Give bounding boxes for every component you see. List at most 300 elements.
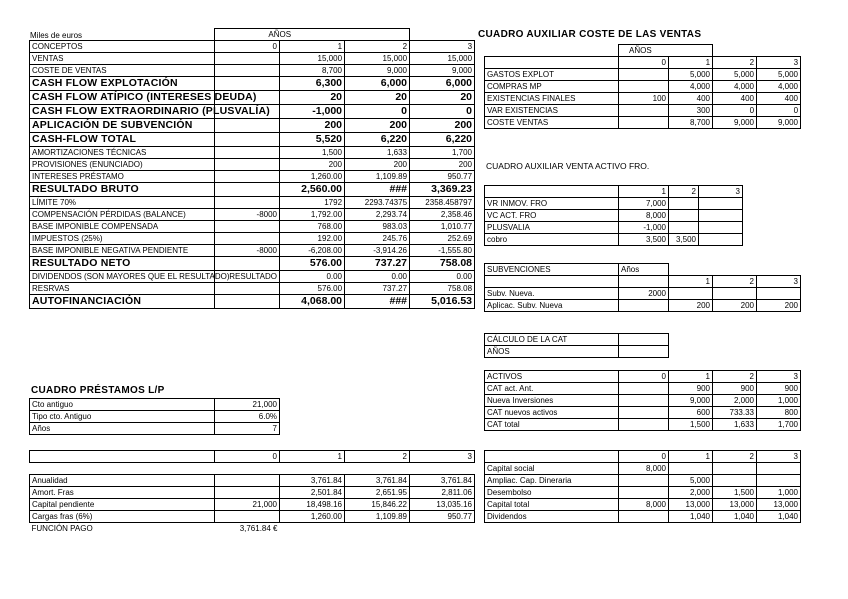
prestamo-title: CUADRO PRÉSTAMOS L/P bbox=[31, 385, 165, 396]
year-header: 2 bbox=[669, 186, 699, 198]
cell-value bbox=[699, 210, 743, 222]
cell-value: 2,501.84 bbox=[280, 487, 345, 499]
cell-value: 2293.74375 bbox=[345, 197, 410, 209]
cell-value: 200 bbox=[280, 119, 345, 133]
row-label: PLUSVALIA bbox=[485, 222, 619, 234]
venta-table bbox=[484, 185, 743, 246]
row-label: CAT act. Ant. bbox=[485, 383, 619, 395]
units-label: Miles de euros bbox=[30, 31, 83, 40]
coste-row bbox=[485, 117, 801, 129]
cell-value: 5,000 bbox=[669, 69, 713, 81]
year-header: 2 bbox=[345, 451, 410, 463]
cell-value: 300 bbox=[669, 105, 713, 117]
year-header: 1 bbox=[669, 57, 713, 69]
cell-value: 400 bbox=[713, 93, 757, 105]
cell-value bbox=[713, 463, 757, 475]
cell-value bbox=[215, 159, 280, 171]
cell-value: 1,500 bbox=[280, 147, 345, 159]
cell-value bbox=[619, 81, 669, 93]
cell-value: 15,000 bbox=[280, 53, 345, 65]
row-label: INTERESES PRÉSTAMO bbox=[30, 171, 215, 183]
main-row bbox=[30, 221, 475, 233]
main-row bbox=[30, 65, 475, 77]
year-header-row bbox=[485, 57, 801, 69]
cell-value: 758.08 bbox=[410, 257, 475, 271]
year-header: 1 bbox=[669, 276, 713, 288]
prestamo-row bbox=[30, 511, 475, 523]
funcion-pago-row bbox=[30, 523, 475, 535]
cell-value: 245.76 bbox=[345, 233, 410, 245]
main-row bbox=[30, 245, 475, 257]
cell-value: 900 bbox=[757, 383, 801, 395]
cell-value: 4,000 bbox=[713, 81, 757, 93]
cell-value: 737.27 bbox=[345, 283, 410, 295]
coste-title: CUADRO AUXILIAR COSTE DE LAS VENTAS bbox=[478, 29, 702, 40]
cell-value: 0.00 bbox=[280, 271, 345, 283]
capital-table bbox=[484, 450, 801, 523]
row-label: AMORTIZACIONES TÉCNICAS bbox=[30, 147, 215, 159]
cell-value bbox=[619, 407, 669, 419]
cell-value: 768.00 bbox=[280, 221, 345, 233]
cell-value: 1,500 bbox=[669, 419, 713, 431]
coste-row bbox=[485, 93, 801, 105]
main-row bbox=[30, 91, 475, 105]
cell-value: 200 bbox=[410, 159, 475, 171]
cell-value: 900 bbox=[669, 383, 713, 395]
cell-value: 1,109.89 bbox=[345, 171, 410, 183]
row-label: COSTE VENTAS bbox=[485, 117, 619, 129]
cell-value: 8,000 bbox=[619, 499, 669, 511]
cell-value: 1,010.77 bbox=[410, 221, 475, 233]
cell-value: 1,792.00 bbox=[280, 209, 345, 221]
row-label: PROVISIONES (ENUNCIADO) bbox=[30, 159, 215, 171]
cell-value: 2,560.00 bbox=[280, 183, 345, 197]
cell-value: 8,000 bbox=[619, 210, 669, 222]
venta-title: CUADRO AUXILIAR VENTA ACTIVO FRO. bbox=[486, 161, 650, 171]
cell-value bbox=[619, 383, 669, 395]
cell-value: -3,914.26 bbox=[345, 245, 410, 257]
row-label: LÍMITE 70% bbox=[30, 197, 215, 209]
cell-value bbox=[619, 487, 669, 499]
cell-value bbox=[619, 419, 669, 431]
cell-value bbox=[669, 210, 699, 222]
cell-value bbox=[619, 395, 669, 407]
cell-value bbox=[215, 183, 280, 197]
prestamo-row bbox=[30, 499, 475, 511]
capital-row bbox=[485, 487, 801, 499]
year-header-row bbox=[30, 451, 475, 463]
row-label: VENTAS bbox=[30, 53, 215, 65]
cell-value: 13,000 bbox=[713, 499, 757, 511]
row-label: BASE IMPONIBLE COMPENSADA bbox=[30, 221, 215, 233]
row-label: Ampliac. Cap. Dineraria bbox=[485, 475, 619, 487]
row-label: Nueva Inversiones bbox=[485, 395, 619, 407]
prestamo-param-row bbox=[30, 423, 280, 435]
cell-value: 758.08 bbox=[410, 283, 475, 295]
year-header: 3 bbox=[699, 186, 743, 198]
year-header: 1 bbox=[619, 186, 669, 198]
cell-value: 21,000 bbox=[215, 499, 280, 511]
cell-value: 4,000 bbox=[669, 81, 713, 93]
cell-value: 6,220 bbox=[410, 133, 475, 147]
cell-value: 9,000 bbox=[345, 65, 410, 77]
cell-value: 2,811.06 bbox=[410, 487, 475, 499]
cell-value bbox=[757, 288, 801, 300]
cell-value: 3,761.84 bbox=[345, 475, 410, 487]
cell-value: 2,651.95 bbox=[345, 487, 410, 499]
param-value: 6.0% bbox=[215, 411, 280, 423]
subvenciones-anos: Años bbox=[619, 264, 669, 276]
param-value: 21,000 bbox=[215, 399, 280, 411]
year-header: 3 bbox=[757, 57, 801, 69]
cell-value bbox=[215, 171, 280, 183]
cell-value bbox=[699, 198, 743, 210]
cell-value: 3,500 bbox=[619, 234, 669, 246]
cell-value: 1,040 bbox=[669, 511, 713, 523]
subv-row bbox=[485, 288, 801, 300]
cell-value: 1,260.00 bbox=[280, 511, 345, 523]
cell-value: 18,498.16 bbox=[280, 499, 345, 511]
cell-value: ### bbox=[345, 183, 410, 197]
cell-value: 200 bbox=[757, 300, 801, 312]
cell-value bbox=[619, 300, 669, 312]
cell-value: 9,000 bbox=[669, 395, 713, 407]
subvenciones-table bbox=[484, 263, 801, 312]
cell-value: 9,000 bbox=[757, 117, 801, 129]
cell-value: -1,000 bbox=[280, 105, 345, 119]
cell-value: 3,761.84 bbox=[280, 475, 345, 487]
cell-value: 733.33 bbox=[713, 407, 757, 419]
row-label: CASH-FLOW TOTAL bbox=[30, 133, 215, 147]
year-header: 1 bbox=[280, 451, 345, 463]
cell-value bbox=[713, 475, 757, 487]
cell-value bbox=[215, 53, 280, 65]
year-header: 0 bbox=[619, 371, 669, 383]
year-header: 2 bbox=[713, 371, 757, 383]
cell-value: 576.00 bbox=[280, 257, 345, 271]
main-row bbox=[30, 183, 475, 197]
row-label: VAR EXISTENCIAS bbox=[485, 105, 619, 117]
main-row bbox=[30, 133, 475, 147]
cell-value: 0 bbox=[410, 105, 475, 119]
main-row bbox=[30, 197, 475, 209]
cell-value bbox=[757, 463, 801, 475]
cell-value: 200 bbox=[280, 159, 345, 171]
cell-value: 1,040 bbox=[713, 511, 757, 523]
cell-value bbox=[215, 283, 280, 295]
row-label: CASH FLOW EXPLOTACIÓN bbox=[30, 77, 215, 91]
main-header-row bbox=[30, 29, 475, 41]
row-label: AUTOFINANCIACIÓN bbox=[30, 295, 215, 309]
venta-row bbox=[485, 198, 743, 210]
coste-row bbox=[485, 69, 801, 81]
cell-value: -1,000 bbox=[619, 222, 669, 234]
cell-value: 1,700 bbox=[410, 147, 475, 159]
cell-value: 6,220 bbox=[345, 133, 410, 147]
cat-title: CÁLCULO DE LA CAT bbox=[485, 334, 619, 346]
year-header-row bbox=[485, 451, 801, 463]
cat-anos: AÑOS bbox=[485, 346, 619, 358]
funcion-pago-value: 3,761.84 € bbox=[239, 524, 278, 533]
cell-value: 3,761.84 bbox=[410, 475, 475, 487]
cell-value: 7,000 bbox=[619, 198, 669, 210]
row-label: RESULTADO BRUTO bbox=[30, 183, 215, 197]
cell-value: 2,293.74 bbox=[345, 209, 410, 221]
cell-value bbox=[215, 221, 280, 233]
cell-value bbox=[215, 487, 280, 499]
capital-row bbox=[485, 463, 801, 475]
cell-value bbox=[215, 133, 280, 147]
prestamo-row bbox=[30, 487, 475, 499]
cat-row bbox=[485, 407, 801, 419]
cell-value bbox=[215, 119, 280, 133]
row-label: COMPENSACIÓN PÉRDIDAS (BALANCE) bbox=[30, 209, 215, 221]
cell-value: 9,000 bbox=[713, 117, 757, 129]
cell-value: 3 bbox=[410, 41, 475, 53]
cell-value: 2000 bbox=[619, 288, 669, 300]
cell-value: 1,000 bbox=[757, 395, 801, 407]
year-header-row bbox=[485, 276, 801, 288]
row-label: GASTOS EXPLOT bbox=[485, 69, 619, 81]
cell-value: 0 bbox=[215, 41, 280, 53]
cell-value: 15,846.22 bbox=[345, 499, 410, 511]
cell-value: 200 bbox=[345, 119, 410, 133]
cell-value: -8000 bbox=[215, 245, 280, 257]
row-label: RESRVAS bbox=[30, 283, 215, 295]
row-label: COSTE DE VENTAS bbox=[30, 65, 215, 77]
year-header-row bbox=[485, 186, 743, 198]
row-label: Capital pendiente bbox=[30, 499, 215, 511]
cell-value: 950.77 bbox=[410, 511, 475, 523]
row-label: VC ACT. FRO bbox=[485, 210, 619, 222]
activos-label: ACTIVOS bbox=[485, 371, 619, 383]
cell-value: 2,358.46 bbox=[410, 209, 475, 221]
cell-value: 400 bbox=[669, 93, 713, 105]
cell-value bbox=[619, 511, 669, 523]
cat-row bbox=[485, 395, 801, 407]
row-label: BASE IMPONIBLE NEGATIVA PENDIENTE bbox=[30, 245, 215, 257]
main-row bbox=[30, 209, 475, 221]
main-row bbox=[30, 77, 475, 91]
cell-value: 400 bbox=[757, 93, 801, 105]
cell-value: 2,000 bbox=[713, 395, 757, 407]
cell-value: 0.00 bbox=[410, 271, 475, 283]
cell-value: RESULTADO bbox=[215, 271, 280, 283]
cell-value bbox=[757, 475, 801, 487]
cell-value: 192.00 bbox=[280, 233, 345, 245]
main-row bbox=[30, 171, 475, 183]
cell-value: 1,040 bbox=[757, 511, 801, 523]
cell-value bbox=[669, 222, 699, 234]
cell-value: 1 bbox=[280, 41, 345, 53]
main-row bbox=[30, 233, 475, 245]
cell-value: 5,016.53 bbox=[410, 295, 475, 309]
cell-value: -1,555.80 bbox=[410, 245, 475, 257]
venta-row bbox=[485, 234, 743, 246]
coste-anos-header: AÑOS bbox=[619, 45, 713, 57]
main-row bbox=[30, 41, 475, 53]
cell-value: 3,500 bbox=[669, 234, 699, 246]
cell-value: 6,000 bbox=[410, 77, 475, 91]
cell-value: 2358.458797 bbox=[410, 197, 475, 209]
cell-value: 200 bbox=[669, 300, 713, 312]
anos-header: AÑOS bbox=[215, 29, 345, 41]
cell-value bbox=[619, 105, 669, 117]
row-label: COMPRAS MP bbox=[485, 81, 619, 93]
main-row bbox=[30, 295, 475, 309]
cell-value: 8,700 bbox=[280, 65, 345, 77]
cell-value bbox=[215, 233, 280, 245]
cell-value bbox=[669, 198, 699, 210]
cell-value bbox=[215, 197, 280, 209]
cell-value: 13,035.16 bbox=[410, 499, 475, 511]
main-row bbox=[30, 105, 475, 119]
prestamo-params-table bbox=[29, 398, 280, 435]
cell-value: 15,000 bbox=[410, 53, 475, 65]
cell-value: 200 bbox=[345, 159, 410, 171]
subv-row bbox=[485, 300, 801, 312]
cell-value: 737.27 bbox=[345, 257, 410, 271]
cell-value bbox=[215, 295, 280, 309]
cell-value bbox=[619, 69, 669, 81]
row-label: CAT nuevos activos bbox=[485, 407, 619, 419]
cell-value: ### bbox=[345, 295, 410, 309]
cell-value: 1,633 bbox=[713, 419, 757, 431]
venta-row bbox=[485, 210, 743, 222]
main-row bbox=[30, 283, 475, 295]
main-financial-table bbox=[29, 28, 475, 309]
prestamo-param-row bbox=[30, 411, 280, 423]
prestamo-table bbox=[29, 450, 475, 534]
cell-value: 20 bbox=[345, 91, 410, 105]
param-label: Tipo cto. Antiguo bbox=[30, 411, 215, 423]
cell-value: 1,260.00 bbox=[280, 171, 345, 183]
year-header: 2 bbox=[713, 451, 757, 463]
cell-value: 4,068.00 bbox=[280, 295, 345, 309]
cat-title-table bbox=[484, 333, 669, 358]
cell-value: 6,000 bbox=[345, 77, 410, 91]
main-row bbox=[30, 53, 475, 65]
cell-value: 20 bbox=[280, 91, 345, 105]
cell-value bbox=[669, 463, 713, 475]
year-header: 2 bbox=[713, 57, 757, 69]
cell-value: 2,000 bbox=[669, 487, 713, 499]
cell-value: 13,000 bbox=[757, 499, 801, 511]
row-label: Amort. Fras bbox=[30, 487, 215, 499]
main-row bbox=[30, 271, 475, 283]
cell-value: 800 bbox=[757, 407, 801, 419]
param-label: Cto antiguo bbox=[30, 399, 215, 411]
cell-value: 13,000 bbox=[669, 499, 713, 511]
row-label: RESULTADO NETO bbox=[30, 257, 215, 271]
cell-value: 983.03 bbox=[345, 221, 410, 233]
param-value: 7 bbox=[215, 423, 280, 435]
capital-row bbox=[485, 511, 801, 523]
cell-value: -8000 bbox=[215, 209, 280, 221]
row-label: Aplicac. Subv. Nueva bbox=[485, 300, 619, 312]
row-label: APLICACIÓN DE SUBVENCIÓN bbox=[30, 119, 215, 133]
cell-value: 5,000 bbox=[669, 475, 713, 487]
coste-row bbox=[485, 105, 801, 117]
cell-value: -6,208.00 bbox=[280, 245, 345, 257]
cell-value bbox=[215, 475, 280, 487]
main-row bbox=[30, 257, 475, 271]
cell-value: 8,700 bbox=[669, 117, 713, 129]
cat-row bbox=[485, 419, 801, 431]
coste-row bbox=[485, 81, 801, 93]
param-label: Años bbox=[30, 423, 215, 435]
cat-row bbox=[485, 383, 801, 395]
cell-value: 950.77 bbox=[410, 171, 475, 183]
year-header: 0 bbox=[619, 451, 669, 463]
cell-value: 0 bbox=[345, 105, 410, 119]
cell-value bbox=[669, 288, 713, 300]
row-label: CASH FLOW ATÍPICO (INTERESES DEUDA) bbox=[30, 91, 215, 105]
cell-value bbox=[619, 475, 669, 487]
row-label: cobro bbox=[485, 234, 619, 246]
cell-value: 3,369.23 bbox=[410, 183, 475, 197]
cell-value bbox=[215, 147, 280, 159]
cell-value bbox=[215, 77, 280, 91]
cell-value: 5,520 bbox=[280, 133, 345, 147]
year-header: 2 bbox=[713, 276, 757, 288]
cell-value: 8,000 bbox=[619, 463, 669, 475]
cell-value: 0 bbox=[713, 105, 757, 117]
cell-value: 1,000 bbox=[757, 487, 801, 499]
capital-row bbox=[485, 475, 801, 487]
funcion-pago-label: FUNCIÓN PAGO bbox=[31, 524, 93, 533]
cell-value: 100 bbox=[619, 93, 669, 105]
cell-value: 200 bbox=[713, 300, 757, 312]
year-header: 3 bbox=[757, 276, 801, 288]
main-row bbox=[30, 119, 475, 133]
year-header: 3 bbox=[757, 371, 801, 383]
cell-value: 5,000 bbox=[713, 69, 757, 81]
row-label: CONCEPTOS bbox=[30, 41, 215, 53]
year-header-row bbox=[485, 371, 801, 383]
row-label: CASH FLOW EXTRAORDINARIO (PLUSVALÍA) bbox=[30, 105, 215, 119]
cell-value: 200 bbox=[410, 119, 475, 133]
cell-value: 5,000 bbox=[757, 69, 801, 81]
cell-value bbox=[699, 222, 743, 234]
cell-value: 2 bbox=[345, 41, 410, 53]
row-label: Capital total bbox=[485, 499, 619, 511]
prestamo-row bbox=[30, 475, 475, 487]
cell-value bbox=[713, 288, 757, 300]
row-label: DIVIDENDOS (SON MAYORES QUE EL RESULTADO) bbox=[30, 271, 215, 283]
main-row bbox=[30, 159, 475, 171]
subvenciones-label: SUBVENCIONES bbox=[485, 264, 619, 276]
row-label: Subv. Nueva. bbox=[485, 288, 619, 300]
year-header: 3 bbox=[410, 451, 475, 463]
cell-value: 9,000 bbox=[410, 65, 475, 77]
cell-value bbox=[215, 257, 280, 271]
row-label: CAT total bbox=[485, 419, 619, 431]
cell-value: 1792 bbox=[280, 197, 345, 209]
row-label: Dividendos bbox=[485, 511, 619, 523]
main-row bbox=[30, 147, 475, 159]
cell-value: 1,700 bbox=[757, 419, 801, 431]
row-label: VR INMOV. FRO bbox=[485, 198, 619, 210]
row-label: Anualidad bbox=[30, 475, 215, 487]
cell-value: 20 bbox=[410, 91, 475, 105]
cell-value: 900 bbox=[713, 383, 757, 395]
cell-value: 6,300 bbox=[280, 77, 345, 91]
year-header: 3 bbox=[757, 451, 801, 463]
cell-value bbox=[215, 65, 280, 77]
cell-value bbox=[215, 511, 280, 523]
cell-value: 1,109.89 bbox=[345, 511, 410, 523]
